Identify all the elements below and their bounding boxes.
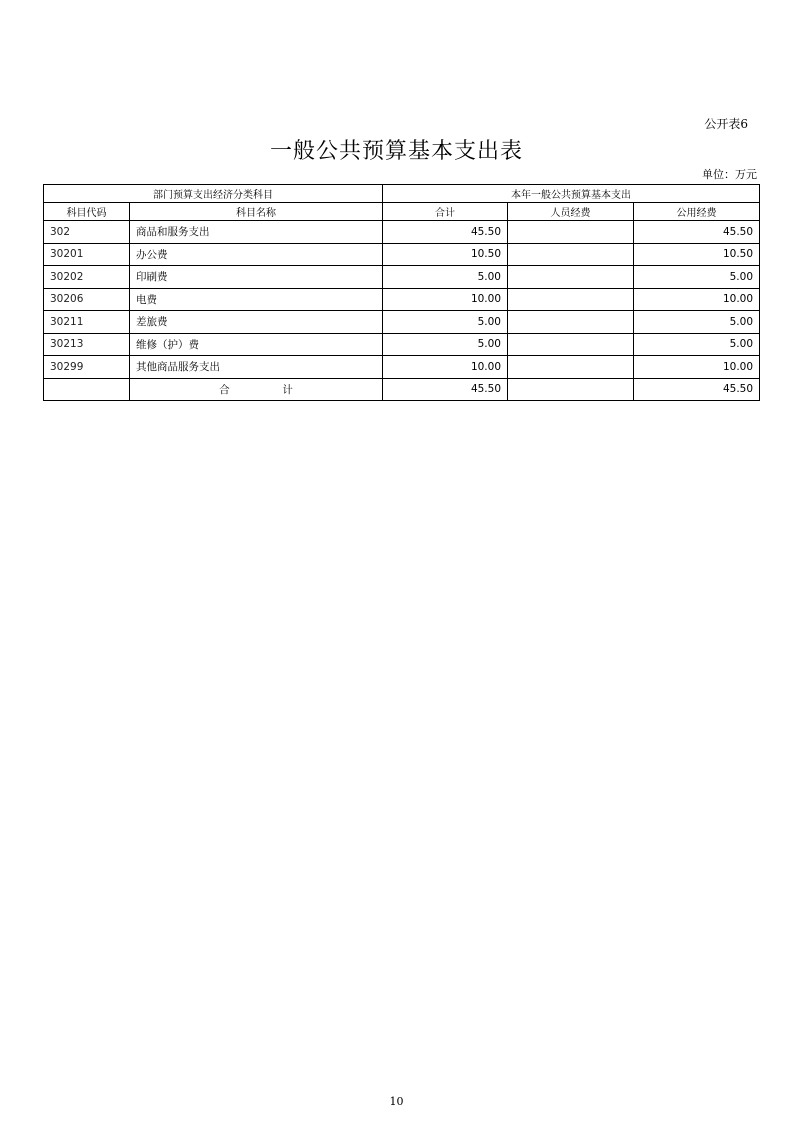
form-number: 公开表6 (704, 117, 748, 131)
row-public: 5.00 (634, 333, 760, 356)
sum-personnel (508, 378, 634, 401)
table-row (44, 288, 760, 311)
category-name: 商品和服务支出 (130, 221, 383, 244)
table-row (44, 333, 760, 356)
unit-label: 单位：万元 (702, 168, 757, 181)
header-economic-classification: 部门预算支出经济分类科目 (44, 185, 383, 203)
row-code: 30211 (44, 311, 130, 334)
row-total: 5.00 (383, 311, 508, 334)
row-code: 30206 (44, 288, 130, 311)
row-public: 10.00 (634, 356, 760, 379)
header-name: 科目名称 (130, 203, 383, 221)
sum-total: 45.50 (383, 378, 508, 401)
row-total: 5.00 (383, 266, 508, 289)
row-name: 维修（护）费 (130, 333, 383, 356)
header-personnel: 人员经费 (508, 203, 634, 221)
row-public: 10.00 (634, 288, 760, 311)
category-row (44, 221, 760, 244)
row-name: 电费 (130, 288, 383, 311)
budget-table (43, 184, 760, 401)
row-public: 5.00 (634, 311, 760, 334)
table-row (44, 311, 760, 334)
row-total: 10.00 (383, 288, 508, 311)
row-code: 30201 (44, 243, 130, 266)
header-basic-expenditure: 本年一般公共预算基本支出 (383, 185, 760, 203)
table-row (44, 266, 760, 289)
header-total: 合计 (383, 203, 508, 221)
header-code: 科目代码 (44, 203, 130, 221)
header-group-row (44, 185, 760, 203)
sum-label-part-2: 计 (282, 383, 293, 396)
category-total: 45.50 (383, 221, 508, 244)
row-personnel (508, 356, 634, 379)
row-code: 30213 (44, 333, 130, 356)
table-row (44, 356, 760, 379)
category-personnel (508, 221, 634, 244)
category-public: 45.50 (634, 221, 760, 244)
sum-code (44, 378, 130, 401)
sum-label (130, 378, 383, 401)
row-total: 5.00 (383, 333, 508, 356)
sum-label-part-1: 合 (219, 383, 230, 396)
row-personnel (508, 311, 634, 334)
row-name: 其他商品服务支出 (130, 356, 383, 379)
row-total: 10.00 (383, 356, 508, 379)
row-name: 印刷费 (130, 266, 383, 289)
page-title: 一般公共预算基本支出表 (269, 139, 523, 164)
page-number: 10 (389, 1095, 404, 1108)
row-public: 10.50 (634, 243, 760, 266)
row-name: 差旅费 (130, 311, 383, 334)
header-public: 公用经费 (634, 203, 760, 221)
table-row (44, 243, 760, 266)
row-personnel (508, 243, 634, 266)
category-code: 302 (44, 221, 130, 244)
row-personnel (508, 266, 634, 289)
row-personnel (508, 333, 634, 356)
row-name: 办公费 (130, 243, 383, 266)
row-public: 5.00 (634, 266, 760, 289)
row-code: 30299 (44, 356, 130, 379)
row-total: 10.50 (383, 243, 508, 266)
header-column-row (44, 203, 760, 221)
sum-row (44, 378, 760, 401)
row-personnel (508, 288, 634, 311)
row-code: 30202 (44, 266, 130, 289)
sum-public: 45.50 (634, 378, 760, 401)
